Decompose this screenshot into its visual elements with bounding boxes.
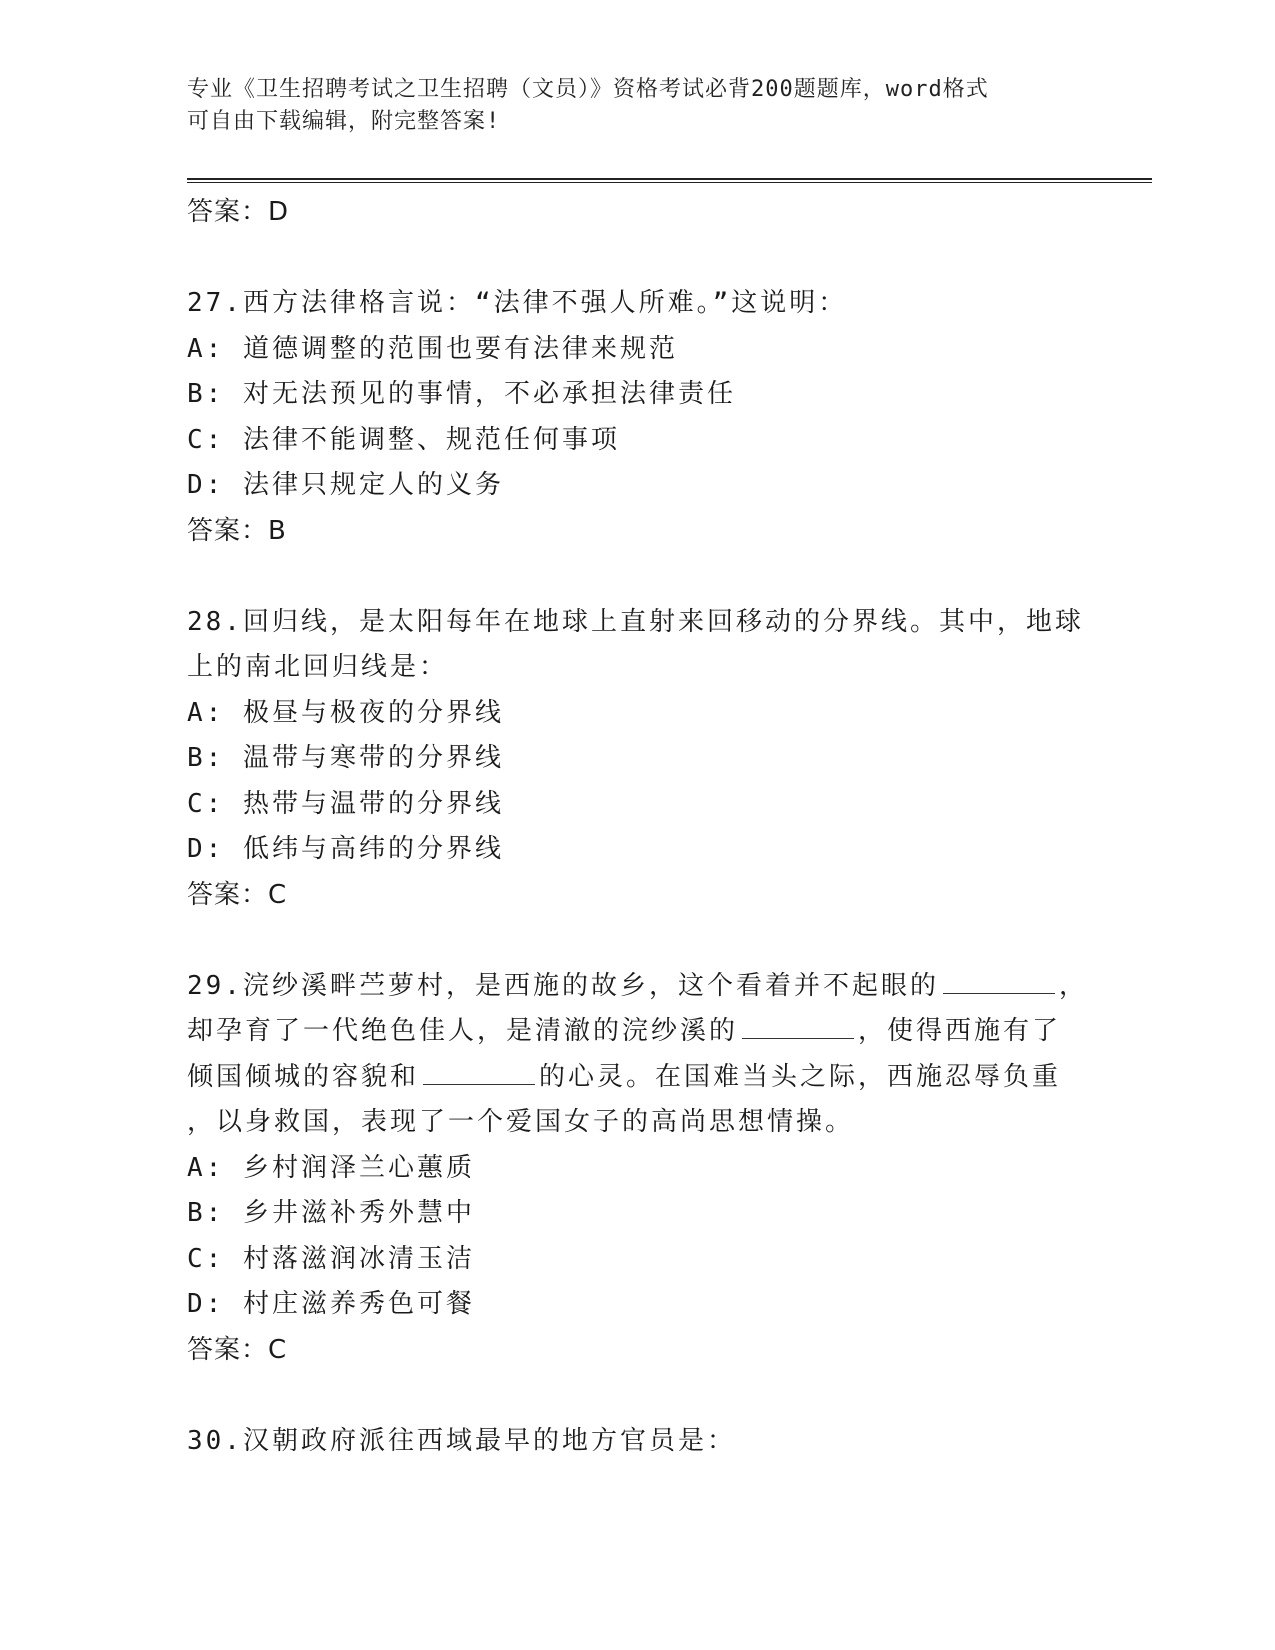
- option-c: C: 村落滋润冰清玉洁: [187, 1243, 475, 1274]
- option-a: A: 极昼与极夜的分界线: [187, 697, 504, 728]
- answer-q26: 答案：D: [187, 197, 290, 227]
- option-a: A: 乡村润泽兰心蕙质: [187, 1152, 475, 1183]
- spacer: [187, 554, 1087, 600]
- question-stem: 30.汉朝政府派往西域最早的地方官员是：: [187, 1425, 736, 1456]
- option-c: C: 热带与温带的分界线: [187, 788, 504, 819]
- option-d: D: 法律只规定人的义务: [187, 470, 504, 500]
- question-stem: 27.西方法律格言说：“法律不强人所难。”这说明：: [187, 288, 848, 318]
- fill-blank: [943, 967, 1055, 994]
- spacer: [187, 1373, 1087, 1419]
- spacer: [187, 918, 1087, 964]
- answer: 答案：C: [187, 879, 288, 910]
- answer: 答案：C: [187, 1334, 288, 1365]
- header-divider: [187, 178, 1152, 183]
- question-30: [187, 1419, 1087, 1465]
- option-d: D: 村庄滋养秀色可餐: [187, 1289, 475, 1319]
- question-29: [187, 964, 1087, 1374]
- option-b: B: 对无法预见的事情，不必承担法律责任: [187, 379, 736, 409]
- option-b: B: 温带与寒带的分界线: [187, 743, 504, 773]
- fill-blank: [423, 1058, 535, 1085]
- option-a: A: 道德调整的范围也要有法律来规范: [187, 333, 678, 364]
- header-line-1: 专业《卫生招聘考试之卫生招聘（文员）》资格考试必背200题题库，word格式: [187, 77, 989, 102]
- question-28: [187, 600, 1087, 919]
- question-stem: 却孕育了一代绝色佳人，是清澈的浣纱溪的 ，使得西施有了: [187, 1009, 1087, 1055]
- question-list: [187, 190, 1087, 1464]
- spacer: [187, 236, 1087, 282]
- question-stem: ，以身救国，表现了一个爱国女子的高尚思想情操。: [187, 1107, 855, 1137]
- question-stem: 28.回归线，是太阳每年在地球上直射来回移动的分界线。其中，地球: [187, 606, 1084, 637]
- fill-blank: [742, 1012, 854, 1039]
- question-stem: 倾国倾城的容貌和 的心灵。在国难当头之际，西施忍辱负重: [187, 1055, 1087, 1101]
- question-27: [187, 281, 1087, 554]
- option-b: B: 乡井滋补秀外慧中: [187, 1198, 475, 1228]
- option-d: D: 低纬与高纬的分界线: [187, 834, 504, 864]
- question-stem: 29.浣纱溪畔苎萝村，是西施的故乡，这个看着并不起眼的 ，: [187, 964, 1087, 1010]
- document-header: [187, 74, 1067, 138]
- question-stem: 上的南北回归线是：: [187, 652, 449, 682]
- header-line-2: 可自由下载编辑，附完整答案!: [187, 109, 501, 134]
- option-c: C: 法律不能调整、规范任何事项: [187, 424, 620, 455]
- answer: 答案：B: [187, 515, 287, 546]
